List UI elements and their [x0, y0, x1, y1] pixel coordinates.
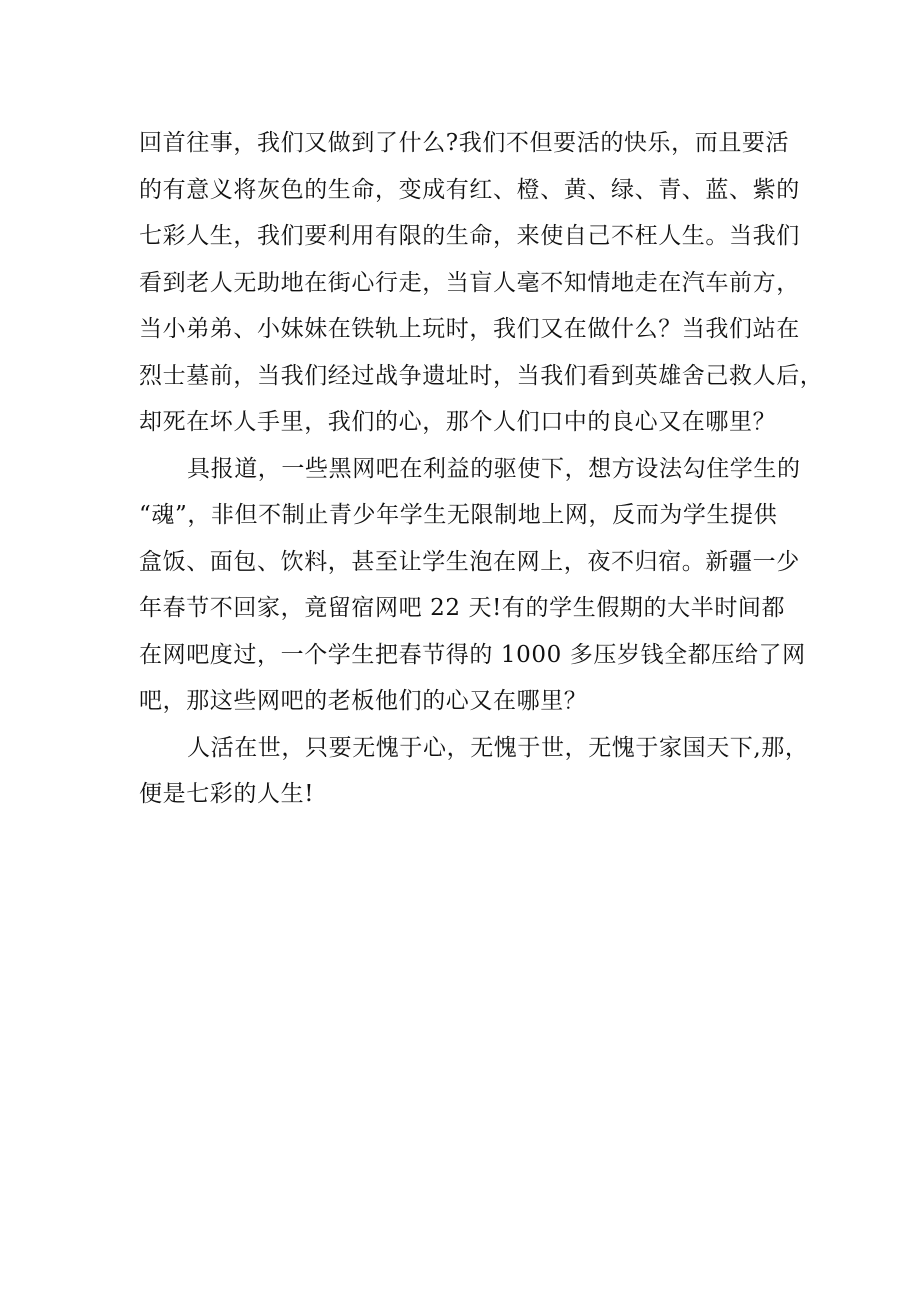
text-line: 年春节不回家，竟留宿网吧 22 天!有的学生假期的大半时间都 [139, 595, 786, 621]
paragraph-1 [139, 120, 824, 446]
text-line: 烈士墓前，当我们经过战争遗址时，当我们看到英雄舍己救人后， [139, 362, 824, 389]
text-line: 的有意义将灰色的生命，变成有红、橙、黄、绿、青、蓝、紫的 [139, 176, 800, 203]
text-line: 在网吧度过，一个学生把春节得的 1000 多压岁钱全都压给了网 [139, 641, 806, 668]
text-line: 回首往事，我们又做到了什么?我们不但要活的快乐，而且要活 [139, 130, 790, 156]
text-line: 吧，那这些网吧的老板他们的心又在哪里？ [139, 688, 588, 714]
text-line: 当小弟弟、小妹妹在铁轨上玩时，我们又在做什么？当我们站在 [139, 316, 800, 342]
document-body [139, 120, 824, 818]
paragraph-3 [139, 725, 809, 818]
text-line: “魂”，非但不制止青少年学生无限制地上网，反而为学生提供 [139, 502, 778, 528]
paragraph-2 [139, 446, 806, 725]
text-line: 看到老人无助地在街心行走，当盲人毫不知情地走在汽车前方， [139, 269, 800, 296]
text-line: 具报道，一些黑网吧在利益的驱使下，想方设法勾住学生的 [187, 455, 801, 482]
text-line: 却死在坏人手里，我们的心，那个人们口中的良心又在哪里？ [139, 409, 777, 435]
text-line: 人活在世，只要无愧于心，无愧于世，无愧于家国天下,那， [187, 734, 809, 761]
text-line: 便是七彩的人生! [139, 781, 315, 807]
text-line: 七彩人生，我们要利用有限的生命，来使自己不枉人生。当我们 [139, 223, 800, 249]
text-line: 盒饭、面包、饮料，甚至让学生泡在网上，夜不归宿。新疆一少 [139, 548, 800, 575]
